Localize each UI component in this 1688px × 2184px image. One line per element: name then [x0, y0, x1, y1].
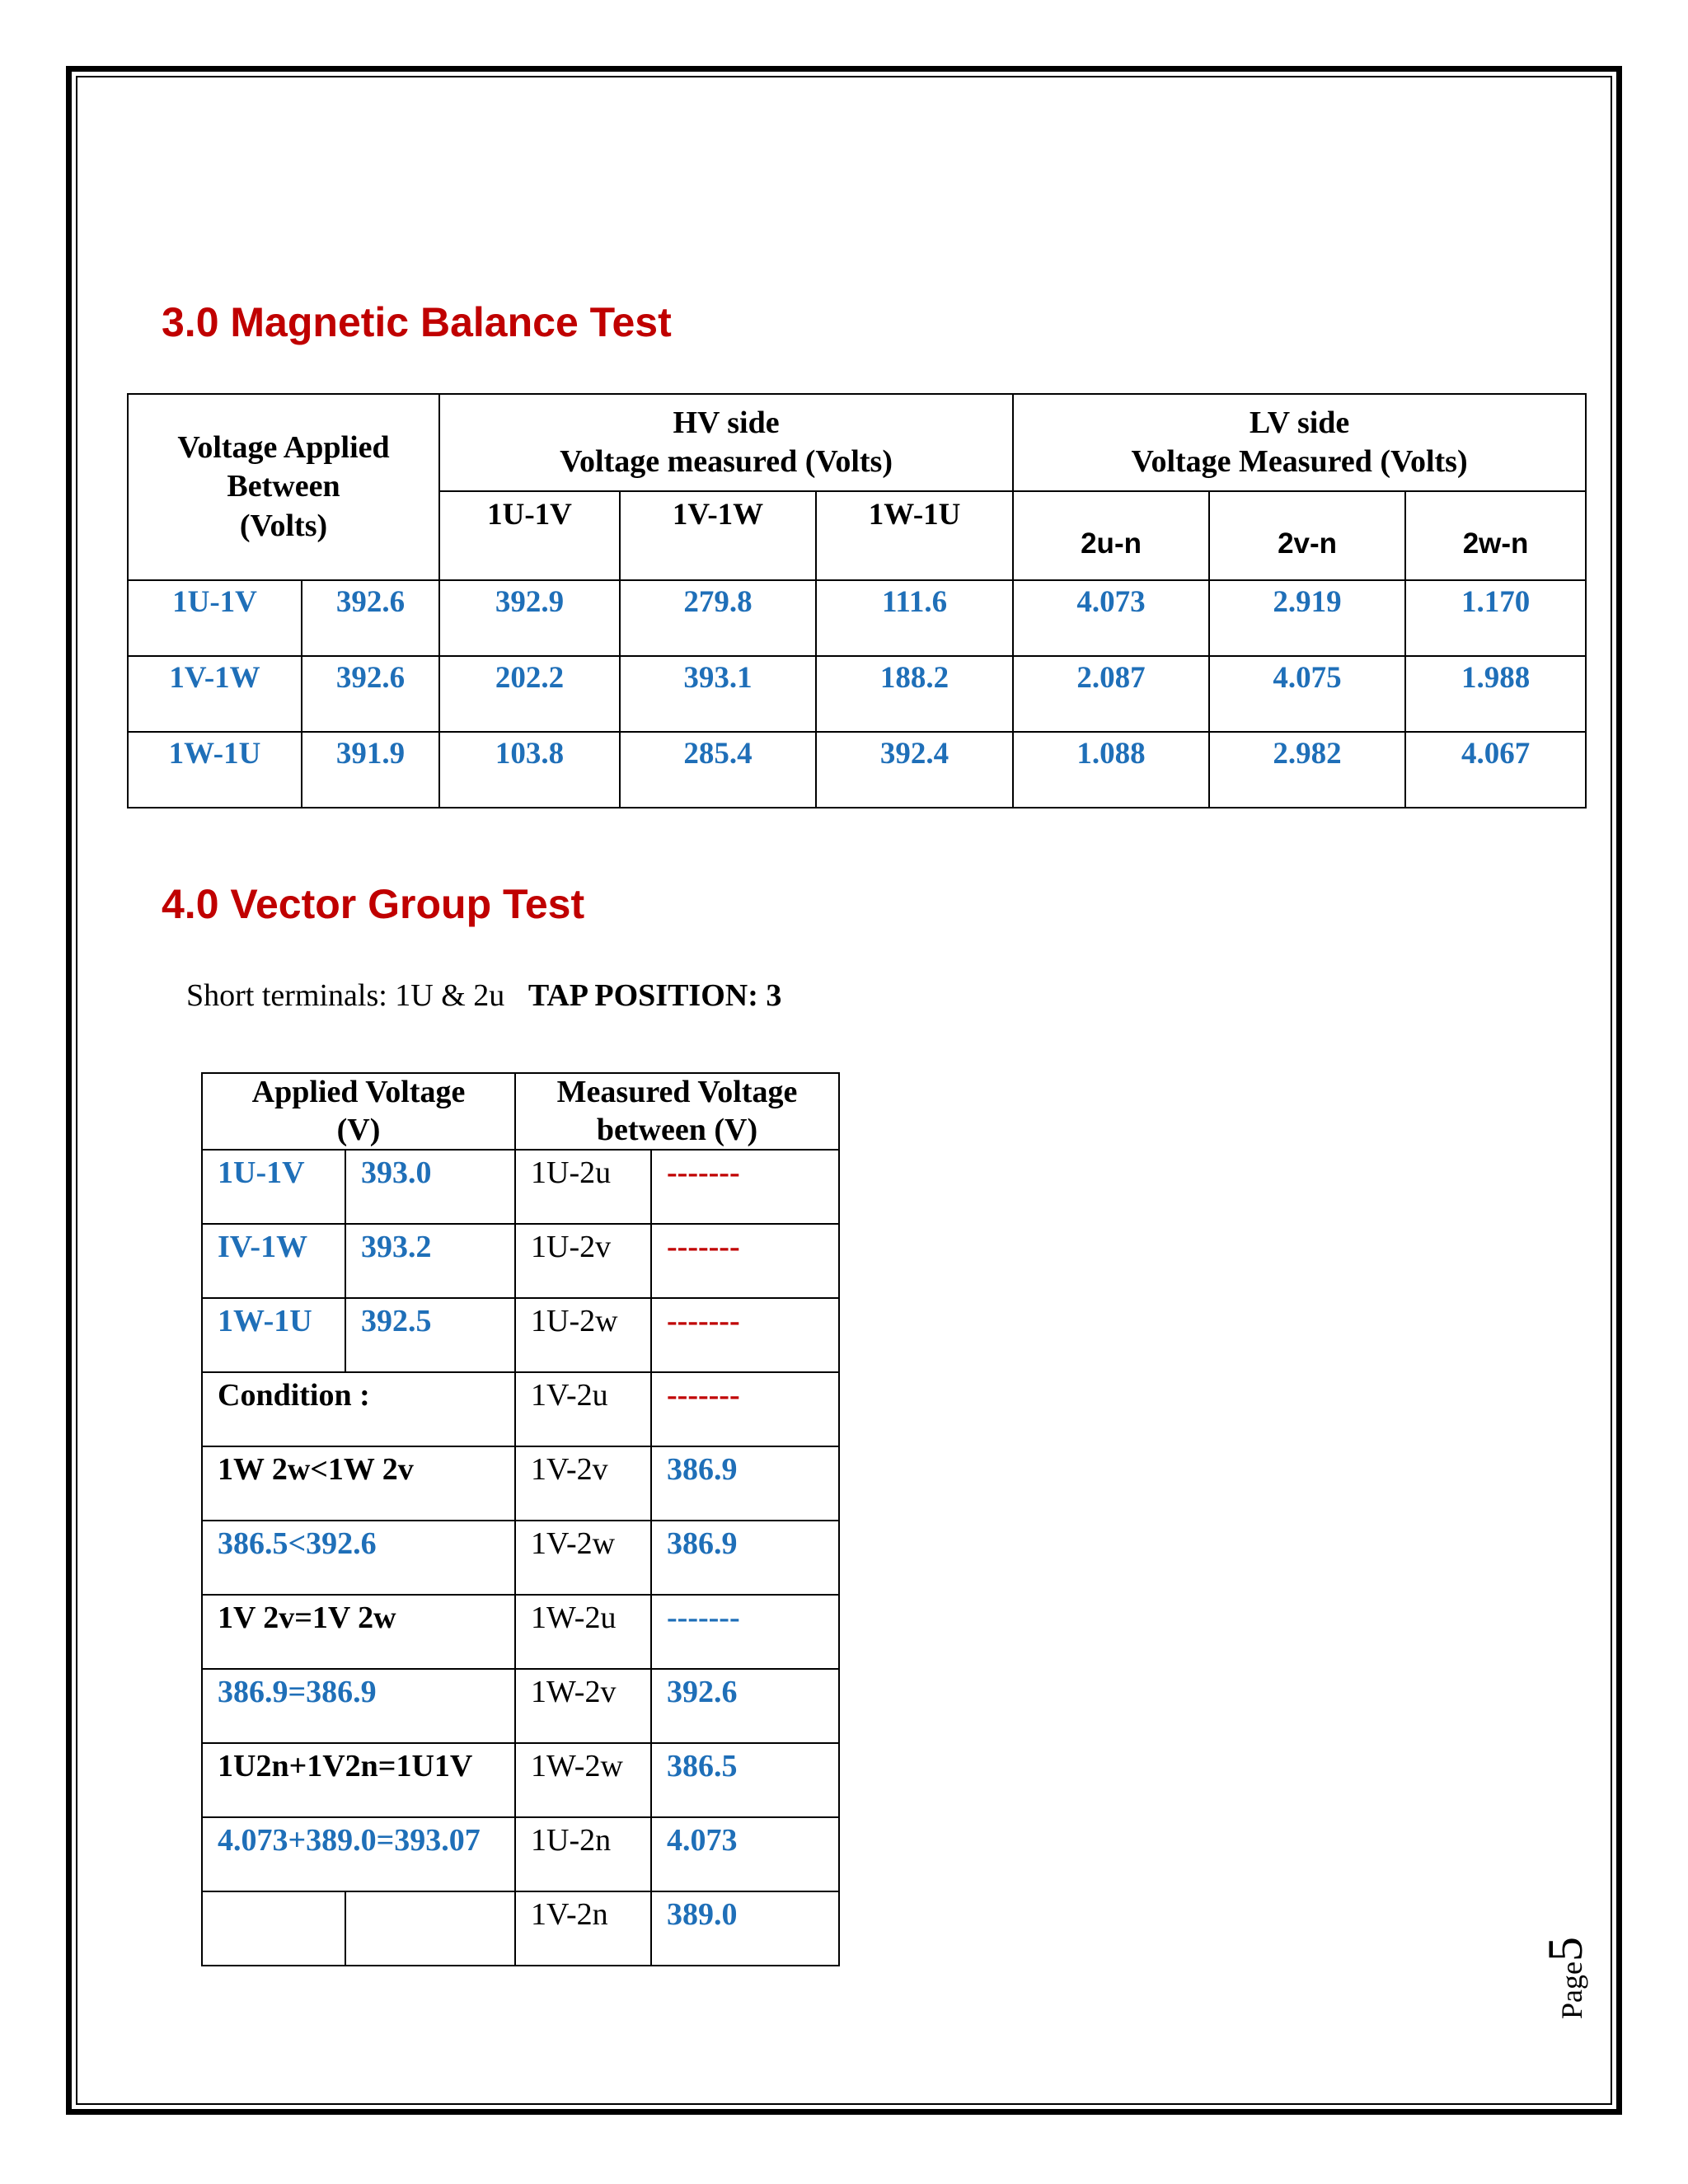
header-line: between (V) [596, 1112, 758, 1147]
tap-position: TAP POSITION: 3 [528, 978, 782, 1013]
measured-value: 386.5 [651, 1743, 839, 1817]
condition-text: 1W 2w<1W 2v [202, 1446, 515, 1521]
table-cell: 111.6 [816, 580, 1013, 656]
table-cell: 2.087 [1013, 656, 1209, 732]
table-row [128, 656, 1586, 732]
column-header: 2v-n [1209, 491, 1405, 580]
applied-pair: IV-1W [202, 1224, 345, 1298]
magnetic-balance-table [127, 393, 1587, 808]
empty-cell [202, 1891, 345, 1966]
header-line: Applied Voltage [251, 1075, 466, 1109]
measured-value: 389.0 [651, 1891, 839, 1966]
voltage-applied-header [128, 394, 439, 580]
page-number-value: 5 [1538, 1937, 1592, 1962]
table-cell: 4.075 [1209, 656, 1405, 732]
header-line: Measured Voltage [556, 1075, 798, 1109]
applied-value: 392.5 [345, 1298, 515, 1372]
table-row [202, 1446, 839, 1521]
table-row [202, 1298, 839, 1372]
short-terminals-note [186, 977, 781, 1014]
vector-group-heading: 4.0 Vector Group Test [162, 881, 585, 927]
measured-value: ------- [651, 1150, 839, 1224]
table-cell: 1.988 [1405, 656, 1586, 732]
column-header: 1V-1W [620, 491, 816, 580]
measured-value: 4.073 [651, 1817, 839, 1891]
table-cell: 103.8 [439, 732, 620, 808]
table-cell: 392.6 [302, 656, 439, 732]
condition-text: 1V 2v=1V 2w [202, 1595, 515, 1669]
measured-pair: 1W-2v [515, 1669, 651, 1743]
table-cell: 279.8 [620, 580, 816, 656]
header-line: (V) [336, 1112, 381, 1147]
header-line: Voltage Measured (Volts) [1131, 444, 1468, 479]
table-row [202, 1224, 839, 1298]
condition-text: 386.9=386.9 [202, 1669, 515, 1743]
table-cell: 188.2 [816, 656, 1013, 732]
table-cell: 393.1 [620, 656, 816, 732]
measured-pair: 1V-2n [515, 1891, 651, 1966]
table-cell: 2.982 [1209, 732, 1405, 808]
measured-value: 386.9 [651, 1521, 839, 1595]
table-cell: 4.067 [1405, 732, 1586, 808]
measured-value: 392.6 [651, 1669, 839, 1743]
table-cell: 1.170 [1405, 580, 1586, 656]
applied-pair: 1U-1V [202, 1150, 345, 1224]
header-line: Voltage Applied [177, 429, 390, 465]
table-row [128, 580, 1586, 656]
header-line: LV side [1249, 405, 1350, 440]
measured-pair: 1U-2v [515, 1224, 651, 1298]
table-row [202, 1521, 839, 1595]
table-cell: 4.073 [1013, 580, 1209, 656]
table-cell: 202.2 [439, 656, 620, 732]
measured-value: ------- [651, 1595, 839, 1669]
column-header: 2w-n [1405, 491, 1586, 580]
column-header: 1W-1U [816, 491, 1013, 580]
measured-pair: 1V-2u [515, 1372, 651, 1446]
vector-group-table [201, 1072, 840, 1966]
applied-pair: 1W-1U [202, 1298, 345, 1372]
measured-pair: 1W-2w [515, 1743, 651, 1817]
page-label-text: Page [1555, 1961, 1588, 2019]
table-row [202, 1150, 839, 1224]
measured-pair: 1U-2w [515, 1298, 651, 1372]
lv-side-header [1013, 394, 1586, 491]
table-cell: 2.919 [1209, 580, 1405, 656]
table-cell: 392.9 [439, 580, 620, 656]
measured-value: 386.9 [651, 1446, 839, 1521]
measured-pair: 1U-2n [515, 1817, 651, 1891]
measured-value: ------- [651, 1224, 839, 1298]
hv-side-header [439, 394, 1013, 491]
condition-text: 4.073+389.0=393.07 [202, 1817, 515, 1891]
measured-pair: 1W-2u [515, 1595, 651, 1669]
column-header: 2u-n [1013, 491, 1209, 580]
measured-pair: 1U-2u [515, 1150, 651, 1224]
table-cell: 392.6 [302, 580, 439, 656]
header-line: (Volts) [239, 508, 328, 543]
table-row [202, 1891, 839, 1966]
condition-label: Condition : [202, 1372, 515, 1446]
condition-text: 386.5<392.6 [202, 1521, 515, 1595]
applied-voltage-header [202, 1073, 515, 1150]
table-cell: 1V-1W [128, 656, 302, 732]
applied-value: 393.2 [345, 1224, 515, 1298]
condition-text: 1U2n+1V2n=1U1V [202, 1743, 515, 1817]
measured-pair: 1V-2v [515, 1446, 651, 1521]
table-row [128, 732, 1586, 808]
measured-pair: 1V-2w [515, 1521, 651, 1595]
table-row [202, 1595, 839, 1669]
table-cell: 392.4 [816, 732, 1013, 808]
table-row [202, 1817, 839, 1891]
magnetic-balance-heading: 3.0 Magnetic Balance Test [162, 299, 672, 345]
table-row [202, 1372, 839, 1446]
measured-voltage-header [515, 1073, 839, 1150]
applied-value: 393.0 [345, 1150, 515, 1224]
table-cell: 1W-1U [128, 732, 302, 808]
short-terminals-text: Short terminals: 1U & 2u [186, 978, 505, 1013]
header-line: HV side [673, 405, 780, 440]
table-row [202, 1743, 839, 1817]
table-cell: 1.088 [1013, 732, 1209, 808]
measured-value: ------- [651, 1372, 839, 1446]
column-header: 1U-1V [439, 491, 620, 580]
header-line: Voltage measured (Volts) [560, 444, 893, 479]
table-row [202, 1669, 839, 1743]
page-number [1537, 1937, 1594, 2019]
table-cell: 285.4 [620, 732, 816, 808]
table-cell: 391.9 [302, 732, 439, 808]
empty-cell [345, 1891, 515, 1966]
header-line: Between [227, 469, 340, 504]
measured-value: ------- [651, 1298, 839, 1372]
table-cell: 1U-1V [128, 580, 302, 656]
